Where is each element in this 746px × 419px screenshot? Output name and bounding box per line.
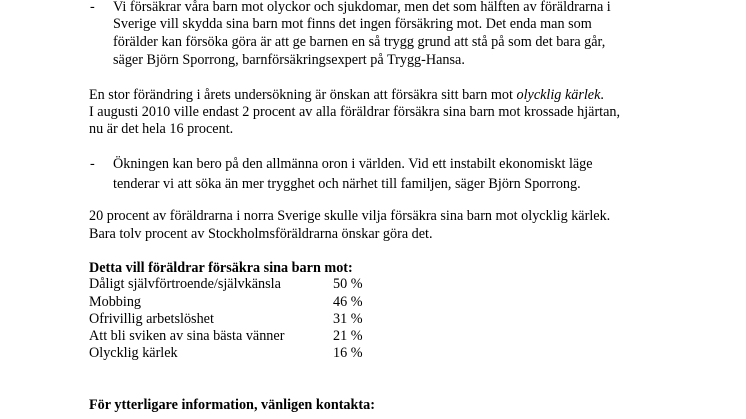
bullet-1-line-2: Sverige vill skydda sina barn mot finns det ingen försäkring mot. Det enda man som	[113, 16, 592, 32]
table-row-label: Ofrivillig arbetslöshet	[89, 311, 214, 327]
paragraph-1-text: En stor förändring i årets undersökning är önskan att försäkra sitt barn mot	[89, 87, 517, 103]
table-heading: Detta vill föräldrar försäkra sina barn mot:	[89, 260, 353, 276]
paragraph-2-line-2: Bara tolv procent av Stockholmsföräldrarna önskar göra det.	[89, 226, 433, 242]
table-row-value: 31 %	[333, 311, 363, 327]
table-row-value: 16 %	[333, 345, 363, 361]
table-row-label: Olycklig kärlek	[89, 345, 178, 361]
paragraph-2-line-1: 20 procent av föräldrarna i norra Sverige skulle vilja försäkra sina barn mot olycklig kärlek.	[89, 208, 611, 224]
table-row-value: 50 %	[333, 276, 363, 292]
paragraph-1-line-3: nu är det hela 16 procent.	[89, 121, 234, 137]
bullet-dash: -	[90, 156, 95, 172]
paragraph-1-line-1	[89, 87, 604, 104]
table-row-label: Att bli sviken av sina bästa vänner	[89, 328, 285, 344]
table-row-value: 21 %	[333, 328, 363, 344]
bullet-2-line-2: tenderar vi att söka än mer trygghet och närhet till familjen, säger Björn Sporrong.	[113, 176, 581, 192]
bullet-dash: -	[90, 0, 95, 15]
emphasis-text: olycklig kärlek	[516, 87, 601, 103]
table-row-label: Mobbing	[89, 294, 142, 310]
bullet-2-line-1: Ökningen kan bero på den allmänna oron i världen. Vid ett instabilt ekonomiskt läge	[113, 156, 593, 172]
bullet-1-line-3: förälder kan försöka göra är att ge barnen en så trygg grund att stå på som det bara går,	[113, 34, 606, 50]
paragraph-1-line-2: I augusti 2010 ville endast 2 procent av alla föräldrar försäkra sina barn mot krossade hjärtan,	[89, 104, 621, 120]
table-row-value: 46 %	[333, 294, 363, 310]
paragraph-1-punct: .	[600, 87, 604, 103]
table-row-label: Dåligt självförtroende/självkänsla	[89, 276, 281, 292]
bullet-1-line-1: Vi försäkrar våra barn mot olyckor och sjukdomar, men det som hälften av föräldrarna i	[113, 0, 611, 15]
bullet-1-line-4: säger Björn Sporrong, barnförsäkringsexpert på Trygg-Hansa.	[113, 52, 465, 68]
contact-heading: För ytterligare information, vänligen kontakta:	[89, 397, 375, 413]
